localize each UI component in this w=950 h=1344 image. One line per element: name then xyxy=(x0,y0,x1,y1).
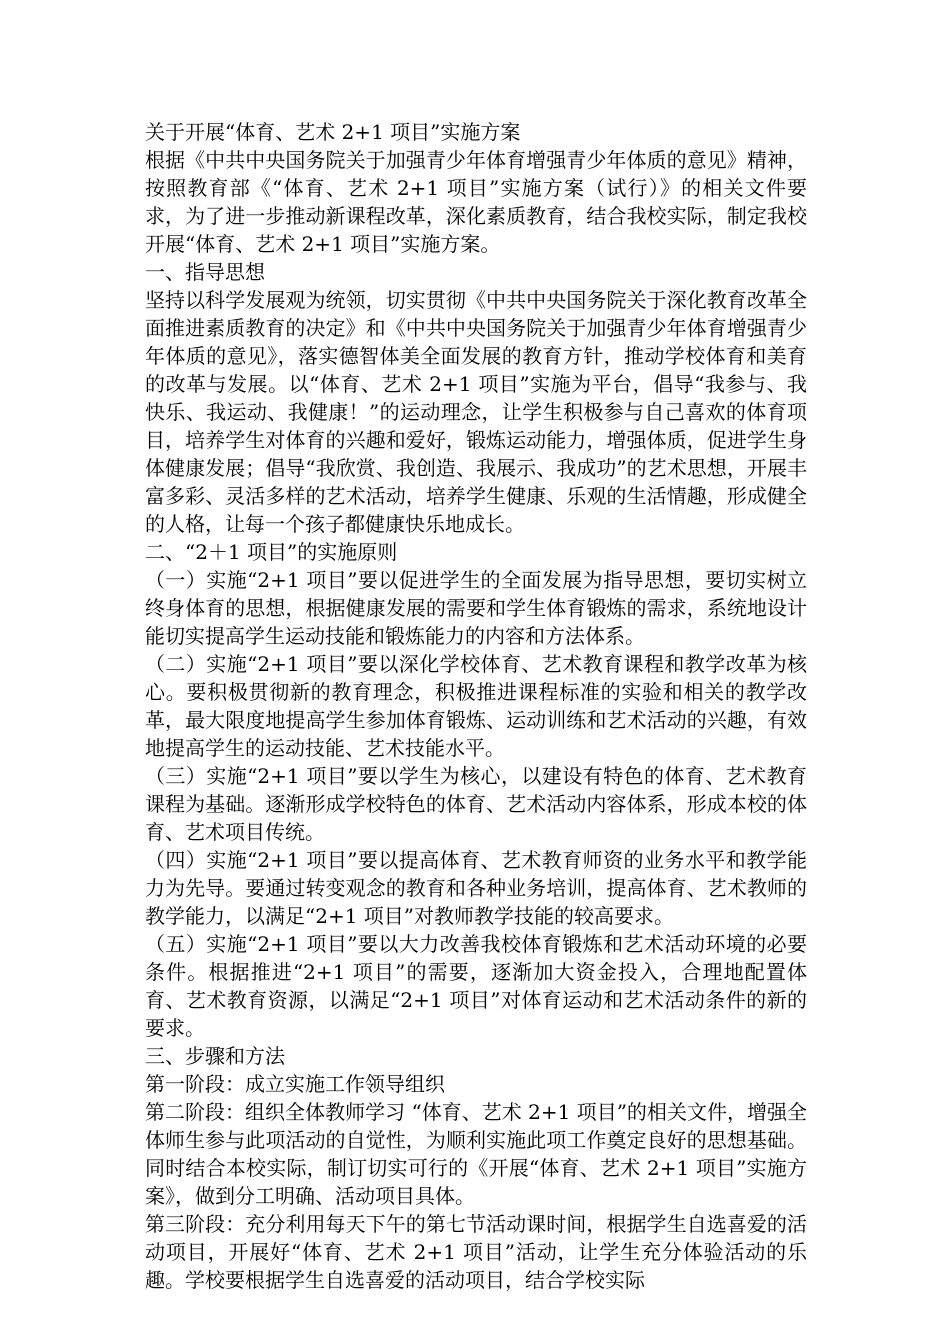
document-body xyxy=(145,118,807,1294)
paragraph-principle-5: （五）实施“2+1 项目”要以大力改善我校体育锻炼和艺术活动环境的必要条件。根据推进“2+1 项目”的需要，逐渐加大资金投入，合理地配置体育、艺术教育资源，以满足“2+1 项目”对体育运动和艺术活动条件的新的要求。 xyxy=(145,932,807,1040)
paragraph-principle-2: （二）实施“2+1 项目”要以深化学校体育、艺术教育课程和教学改革为核心。要积极贯彻新的教育理念，积极推进课程标准的实验和相关的教学改革，最大限度地提高学生参加体育锻炼、运动训练和艺术活动的兴趣，有效地提高学生的运动技能、艺术技能水平。 xyxy=(145,652,807,760)
paragraph-principle-3: （三）实施“2+1 项目”要以学生为核心，以建设有特色的体育、艺术教育课程为基础。逐渐形成学校特色的体育、艺术活动内容体系，形成本校的体育、艺术项目传统。 xyxy=(145,764,807,844)
paragraph-intro: 根据《中共中央国务院关于加强青少年体育增强青少年体质的意见》精神，按照教育部《“体育、艺术 2+1 项目”实施方案（试行）》的相关文件要求，为了进一步推动新课程改革，深化素质教育，结合我校实际，制定我校开展“体育、艺术 2+1 项目”实施方案。 xyxy=(145,148,807,256)
paragraph-stage-2: 第二阶段：组织全体教师学习 “体育、艺术 2+1 项目”的相关文件，增强全体师生参与此项活动的自觉性，为顺利实施此项工作奠定良好的思想基础。同时结合本校实际，制订切实可行的《开展“体育、艺术 2+1 项目”实施方案》，做到分工明确、活动项目具体。 xyxy=(145,1100,807,1208)
document-title: 关于开展“体育、艺术 2+1 项目”实施方案 xyxy=(145,120,521,144)
paragraph-principle-1: （一）实施“2+1 项目”要以促进学生的全面发展为指导思想，要切实树立终身体育的思想，根据健康发展的需要和学生体育锻炼的需求，系统地设计能切实提高学生运动技能和锻炼能力的内容和方法体系。 xyxy=(145,568,807,648)
section-heading-2: 二、“2＋1 项目”的实施原则 xyxy=(145,540,398,564)
section-heading-1: 一、指导思想 xyxy=(145,260,265,284)
paragraph-guiding-thought: 坚持以科学发展观为统领，切实贯彻《中共中央国务院关于深化教育改革全面推进素质教育的决定》和《中共中央国务院关于加强青少年体育增强青少年体质的意见》，落实德智体美全面发展的教育方针，推动学校体育和美育的改革与发展。以“体育、艺术 2+1 项目”实施为平台，倡导“我参与、我快乐、我运动、我健康！”的运动理念，让学生积极参与自己喜欢的体育项目，培养学生对体育的兴趣和爱好，锻炼运动能力，增强体质，促进学生身体健康发展；倡导“我欣赏、我创造、我展示、我成功”的艺术思想，开展丰富多彩、灵活多样的艺术活动，培养学生健康、乐观的生活情趣，形成健全的人格，让每一个孩子都健康快乐地成长。 xyxy=(145,288,807,536)
section-heading-3: 三、步骤和方法 xyxy=(145,1044,285,1068)
paragraph-stage-3: 第三阶段：充分利用每天下午的第七节活动课时间，根据学生自选喜爱的活动项目，开展好“体育、艺术 2+1 项目”活动，让学生充分体验活动的乐趣。学校要根据学生自选喜爱的活动项目，结合学校实际 xyxy=(145,1212,807,1292)
paragraph-principle-4: （四）实施“2+1 项目”要以提高体育、艺术教育师资的业务水平和教学能力为先导。要通过转变观念的教育和各种业务培训，提高体育、艺术教师的教学能力，以满足“2+1 项目”对教师教学技能的较高要求。 xyxy=(145,848,807,928)
paragraph-stage-1: 第一阶段：成立实施工作领导组织 xyxy=(145,1072,445,1096)
